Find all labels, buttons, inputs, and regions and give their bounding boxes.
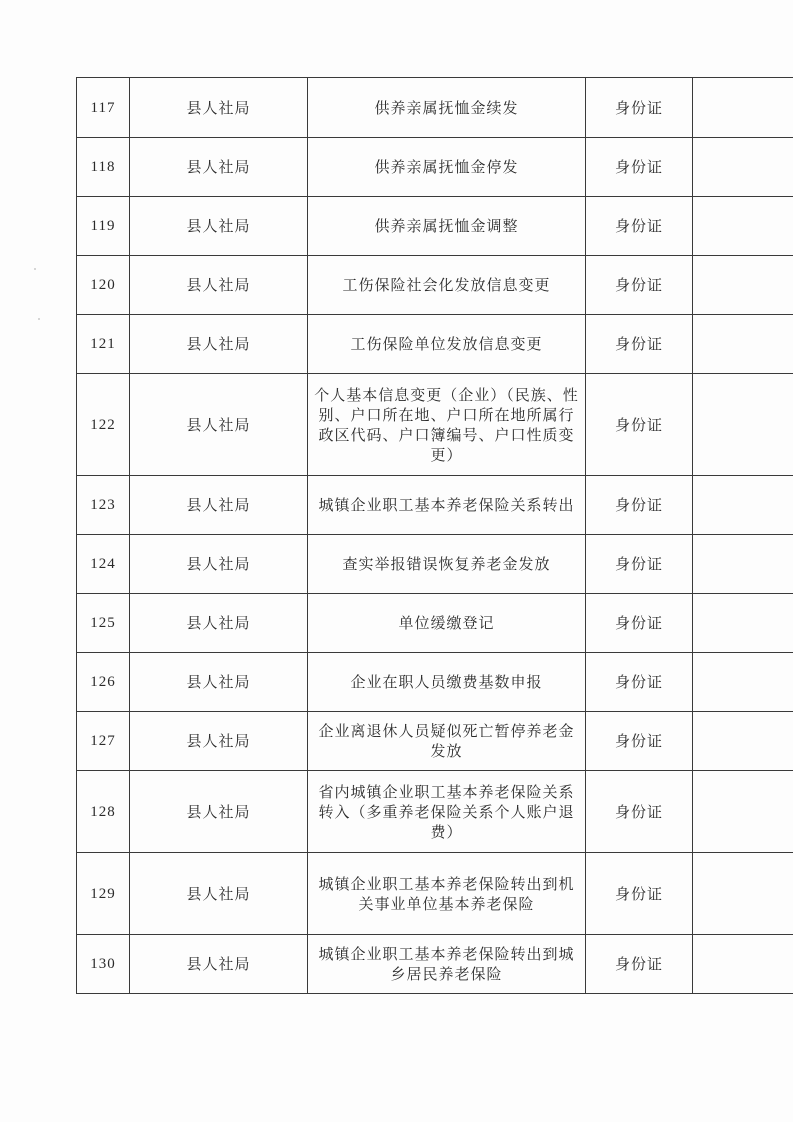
required-document: 身份证 <box>586 594 693 653</box>
required-document: 身份证 <box>586 535 693 594</box>
scan-speck <box>34 268 36 270</box>
row-number: 119 <box>77 197 130 256</box>
row-number: 129 <box>77 853 130 935</box>
department: 县人社局 <box>130 78 308 138</box>
remark-cell <box>693 138 793 197</box>
service-items-table <box>76 77 793 994</box>
table-row <box>77 138 793 197</box>
row-number: 128 <box>77 771 130 853</box>
department: 县人社局 <box>130 476 308 535</box>
row-number: 127 <box>77 712 130 771</box>
required-document: 身份证 <box>586 853 693 935</box>
required-document: 身份证 <box>586 197 693 256</box>
row-number: 126 <box>77 653 130 712</box>
remark-cell <box>693 197 793 256</box>
service-item: 查实举报错误恢复养老金发放 <box>308 535 586 594</box>
service-item: 工伤保险社会化发放信息变更 <box>308 256 586 315</box>
service-item: 城镇企业职工基本养老保险转出到城乡居民养老保险 <box>308 935 586 994</box>
table-row <box>77 315 793 374</box>
row-number: 123 <box>77 476 130 535</box>
row-number: 125 <box>77 594 130 653</box>
department: 县人社局 <box>130 853 308 935</box>
department: 县人社局 <box>130 197 308 256</box>
department: 县人社局 <box>130 535 308 594</box>
remark-cell <box>693 476 793 535</box>
service-item: 工伤保险单位发放信息变更 <box>308 315 586 374</box>
remark-cell <box>693 653 793 712</box>
department: 县人社局 <box>130 653 308 712</box>
remark-cell <box>693 771 793 853</box>
table-row <box>77 197 793 256</box>
required-document: 身份证 <box>586 256 693 315</box>
remark-cell <box>693 712 793 771</box>
table-row <box>77 256 793 315</box>
table-row <box>77 476 793 535</box>
required-document: 身份证 <box>586 78 693 138</box>
table-row <box>77 712 793 771</box>
table-row <box>77 653 793 712</box>
row-number: 121 <box>77 315 130 374</box>
service-item: 城镇企业职工基本养老保险转出到机关事业单位基本养老保险 <box>308 853 586 935</box>
remark-cell <box>693 374 793 476</box>
required-document: 身份证 <box>586 138 693 197</box>
remark-cell <box>693 935 793 994</box>
table-row <box>77 853 793 935</box>
service-item: 供养亲属抚恤金调整 <box>308 197 586 256</box>
department: 县人社局 <box>130 138 308 197</box>
service-item: 企业在职人员缴费基数申报 <box>308 653 586 712</box>
service-item: 单位缓缴登记 <box>308 594 586 653</box>
required-document: 身份证 <box>586 374 693 476</box>
required-document: 身份证 <box>586 315 693 374</box>
row-number: 117 <box>77 78 130 138</box>
department: 县人社局 <box>130 712 308 771</box>
service-item: 省内城镇企业职工基本养老保险关系转入（多重养老保险关系个人账户退费） <box>308 771 586 853</box>
remark-cell <box>693 256 793 315</box>
row-number: 130 <box>77 935 130 994</box>
required-document: 身份证 <box>586 935 693 994</box>
row-number: 120 <box>77 256 130 315</box>
department: 县人社局 <box>130 374 308 476</box>
remark-cell <box>693 853 793 935</box>
table-row <box>77 771 793 853</box>
table-row <box>77 78 793 138</box>
department: 县人社局 <box>130 771 308 853</box>
row-number: 118 <box>77 138 130 197</box>
table-body <box>77 78 793 994</box>
remark-cell <box>693 315 793 374</box>
department: 县人社局 <box>130 256 308 315</box>
required-document: 身份证 <box>586 476 693 535</box>
service-item: 供养亲属抚恤金停发 <box>308 138 586 197</box>
table-row <box>77 374 793 476</box>
table-row <box>77 935 793 994</box>
required-document: 身份证 <box>586 771 693 853</box>
remark-cell <box>693 78 793 138</box>
department: 县人社局 <box>130 594 308 653</box>
row-number: 122 <box>77 374 130 476</box>
remark-cell <box>693 535 793 594</box>
department: 县人社局 <box>130 315 308 374</box>
scan-speck <box>38 318 40 320</box>
service-item: 城镇企业职工基本养老保险关系转出 <box>308 476 586 535</box>
service-item: 企业离退休人员疑似死亡暂停养老金发放 <box>308 712 586 771</box>
table-row <box>77 594 793 653</box>
remark-cell <box>693 594 793 653</box>
service-item: 个人基本信息变更（企业）（民族、性别、户口所在地、户口所在地所属行政区代码、户口簿编号、户口性质变更） <box>308 374 586 476</box>
row-number: 124 <box>77 535 130 594</box>
required-document: 身份证 <box>586 712 693 771</box>
required-document: 身份证 <box>586 653 693 712</box>
service-item: 供养亲属抚恤金续发 <box>308 78 586 138</box>
table-row <box>77 535 793 594</box>
department: 县人社局 <box>130 935 308 994</box>
